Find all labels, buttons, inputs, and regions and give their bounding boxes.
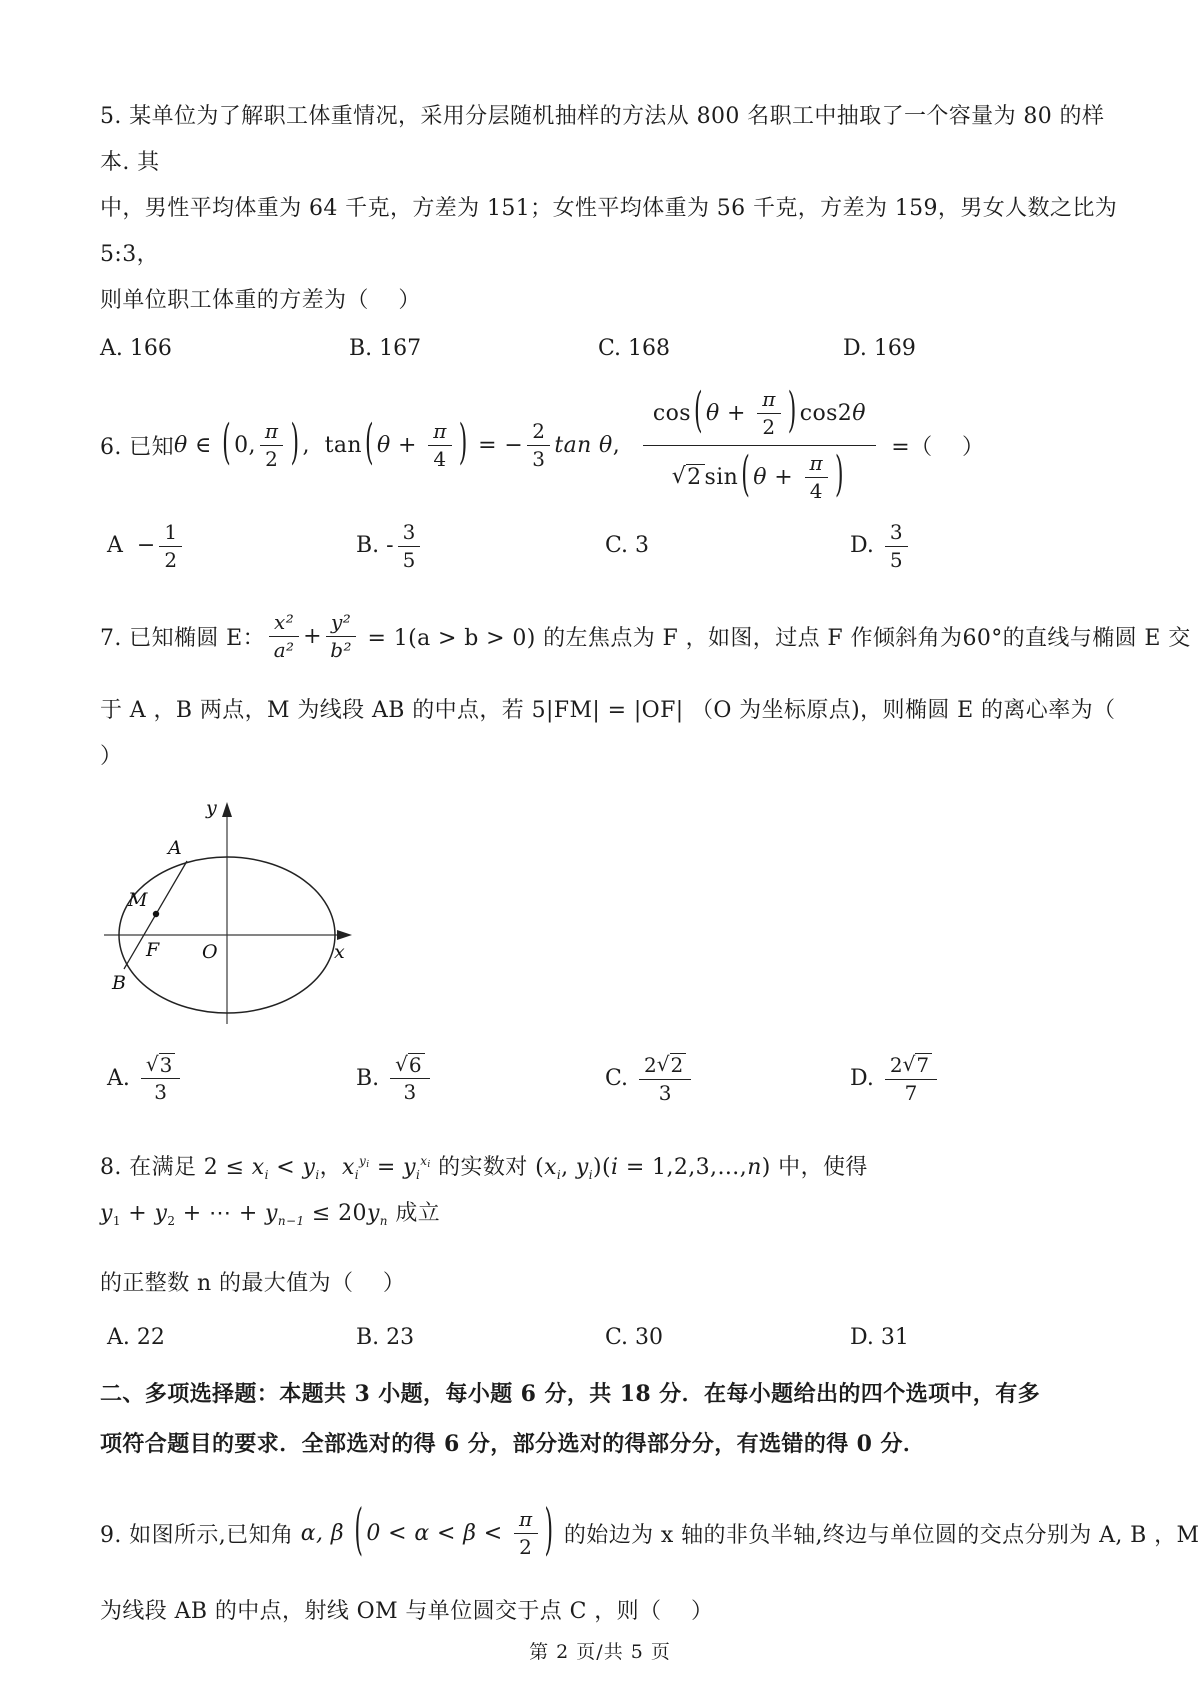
q8-options xyxy=(107,1315,1122,1361)
label-m: M xyxy=(128,889,148,911)
midpoint-dot xyxy=(153,911,159,917)
math-token: 9. 如图所示,已知角 xyxy=(100,1522,301,1548)
q6-option-d xyxy=(850,520,1122,573)
numerator: π xyxy=(805,451,829,478)
denominator: b² xyxy=(330,637,352,662)
q7-option-c xyxy=(605,1053,850,1106)
math-token: + xyxy=(120,1201,155,1226)
stretch-paren: ( xyxy=(354,1499,364,1563)
question-9-stem xyxy=(100,1485,1200,1581)
math-token: 0 < α < β < xyxy=(366,1520,510,1546)
q5-option-a: A. 166 xyxy=(100,336,172,361)
page-footer: 第 2 页/共 5 页 xyxy=(529,1641,671,1663)
stretch-paren: ) xyxy=(787,384,797,439)
stretch-paren: ( xyxy=(693,384,703,439)
question-7 xyxy=(100,600,1191,1123)
math-token: sin xyxy=(704,464,739,490)
math-token: , xyxy=(561,1155,576,1180)
q7-figure-wrap xyxy=(94,792,1122,1033)
subscript: 2 xyxy=(167,1214,176,1228)
denominator: 3 xyxy=(532,446,546,471)
coefficient: 2 xyxy=(644,1052,657,1077)
stretch-paren: ) xyxy=(544,1499,554,1563)
subscript: n−1 xyxy=(277,1214,305,1228)
math-token: y xyxy=(403,1155,416,1180)
math-token: < xyxy=(268,1155,303,1180)
radicand: 2 xyxy=(686,464,704,490)
q5-option-d: D. 169 xyxy=(843,336,916,361)
fraction xyxy=(527,419,550,472)
superscript xyxy=(359,1154,369,1168)
section-2-line2: 项符合题目的要求．全部选对的得 6 分，部分选对的得部分分，有选错的得 0 分． xyxy=(100,1431,926,1457)
superscript xyxy=(420,1154,430,1168)
sqrt-radical xyxy=(395,1053,424,1077)
option-label: A xyxy=(107,533,137,558)
math-token: ≤ 20 xyxy=(304,1201,367,1226)
q8-option-a: A. 22 xyxy=(107,1325,165,1350)
math-token: cos xyxy=(799,400,838,426)
subscript: i xyxy=(588,1168,594,1182)
fraction xyxy=(398,520,421,573)
denominator: 2 xyxy=(762,414,776,439)
stretch-paren: ) xyxy=(458,416,468,471)
math-token: y xyxy=(359,1154,367,1168)
fraction xyxy=(885,1053,937,1106)
section-2-header xyxy=(100,1369,1122,1469)
radicand: 6 xyxy=(408,1053,425,1077)
q6-options xyxy=(107,504,1122,588)
q7-option-d xyxy=(850,1053,1122,1106)
q5-line3: 则单位职工体重的方差为（ ） xyxy=(100,288,421,313)
minus-sign: − xyxy=(136,533,156,558)
math-token: n xyxy=(747,1155,762,1180)
numerator: x² xyxy=(269,610,299,637)
q7-option-b xyxy=(356,1053,605,1105)
math-token: , xyxy=(612,432,635,458)
fraction xyxy=(885,520,908,573)
q7-option-a xyxy=(107,1053,356,1105)
radicand: 3 xyxy=(159,1053,176,1077)
radical-sign: √ xyxy=(395,1052,408,1076)
subscript: i xyxy=(264,1168,269,1182)
fraction xyxy=(141,1053,180,1105)
math-token: x xyxy=(251,1155,265,1180)
math-token: 6. 已知 xyxy=(100,434,174,460)
math-token: ) xyxy=(761,1155,771,1180)
label-o: O xyxy=(202,941,218,963)
option-label: D. xyxy=(850,1066,881,1091)
math-token: θ xyxy=(852,400,866,426)
minus-sign: - xyxy=(386,533,394,558)
label-a: A xyxy=(168,837,182,859)
question-9 xyxy=(100,1485,1200,1635)
denominator: 2 xyxy=(164,547,178,572)
question-8 xyxy=(100,1145,1122,1361)
math-token: ( xyxy=(602,1155,611,1180)
q5-line1: 5. 某单位为了解职工体重情况，采用分层随机抽样的方法从 800 名职工中抽取了一个容量为 80 的样本. 其 xyxy=(100,104,1105,175)
label-y: y xyxy=(206,797,217,819)
math-token: 8. 在满足 2 ≤ xyxy=(100,1155,252,1180)
option-label: C. xyxy=(605,1066,636,1091)
math-token: ) xyxy=(593,1155,602,1180)
fraction xyxy=(514,1507,538,1560)
math-token: y xyxy=(302,1155,316,1180)
denominator: 4 xyxy=(809,478,823,503)
subscript: i xyxy=(556,1168,562,1182)
denominator: 2 xyxy=(265,446,279,471)
denominator: 7 xyxy=(904,1080,918,1105)
numerator xyxy=(639,1053,691,1080)
q8-option-d: D. 31 xyxy=(850,1325,909,1350)
math-token: θ + xyxy=(376,432,425,458)
math-token: + ⋯ + xyxy=(175,1201,266,1226)
fraction xyxy=(260,419,284,472)
numerator: π xyxy=(514,1507,538,1534)
stretch-paren: ( xyxy=(364,416,374,471)
math-token: =（ ） xyxy=(883,434,985,460)
option-label: D. xyxy=(850,533,881,558)
question-6-stem xyxy=(100,386,1122,504)
numerator xyxy=(390,1053,429,1079)
subscript: i xyxy=(415,1168,421,1182)
math-token: = − xyxy=(470,432,524,458)
fraction xyxy=(805,451,829,504)
question-7-stem xyxy=(100,600,1191,672)
radicand: 7 xyxy=(915,1053,932,1077)
q5-option-b: B. 167 xyxy=(349,336,422,361)
radical-sign: √ xyxy=(656,1052,670,1076)
math-token: = 1,2,3,…, xyxy=(618,1155,748,1180)
option-label: A. xyxy=(107,1066,137,1091)
math-token: y xyxy=(366,1201,380,1226)
math-token: x xyxy=(544,1155,557,1180)
label-f: F xyxy=(146,939,160,961)
subscript: 1 xyxy=(112,1214,121,1228)
stretch-paren: ( xyxy=(741,448,751,503)
sqrt-radical xyxy=(903,1053,932,1077)
q7-options xyxy=(107,1035,1122,1123)
fraction xyxy=(159,520,182,573)
q5-option-c: C. 168 xyxy=(598,336,671,361)
denominator: 5 xyxy=(402,547,416,572)
question-5 xyxy=(100,94,1125,372)
stretch-paren: ) xyxy=(835,448,845,503)
math-token: y xyxy=(100,1201,113,1226)
denominator: 3 xyxy=(658,1080,672,1105)
numerator: 3 xyxy=(885,520,908,547)
y-axis-arrow xyxy=(222,802,232,817)
denominator xyxy=(672,446,847,504)
subscript: i xyxy=(427,1160,431,1170)
fraction xyxy=(757,387,781,440)
q7-ellipse-figure xyxy=(94,792,364,1027)
x-axis-arrow xyxy=(337,930,352,940)
math-token: y xyxy=(154,1201,168,1226)
stretch-paren: ) xyxy=(290,416,300,471)
subscript: n xyxy=(379,1214,388,1228)
q5-options xyxy=(100,326,1122,372)
math-token: y xyxy=(265,1201,278,1226)
denominator: 3 xyxy=(403,1080,417,1104)
stretch-paren: ( xyxy=(222,416,232,471)
math-token: + xyxy=(303,623,322,649)
denominator: 4 xyxy=(433,446,447,471)
sqrt-radical xyxy=(146,1053,175,1077)
section-2-line1: 二、多项选择题：本题共 3 小题，每小题 6 分，共 18 分．在每小题给出的四个选项中，有多 xyxy=(100,1381,1040,1407)
numerator: π xyxy=(428,419,452,446)
math-token: θ + xyxy=(705,400,754,426)
numerator: y² xyxy=(326,610,356,637)
math-token: y xyxy=(575,1155,589,1180)
subscript: i xyxy=(354,1168,360,1182)
numerator xyxy=(885,1053,937,1080)
q8-line1 xyxy=(100,1145,1122,1237)
sqrt-radical xyxy=(657,1053,686,1077)
math-token: x xyxy=(420,1154,428,1168)
math-token: 0, xyxy=(234,432,256,458)
radical-sign: √ xyxy=(671,463,687,489)
radical-sign: √ xyxy=(145,1052,159,1076)
fraction xyxy=(390,1053,429,1105)
option-label: B. xyxy=(356,1066,387,1091)
q6-option-b xyxy=(356,520,605,573)
q5-line2: 中，男性平均体重为 64 千克，方差为 151；女性平均体重为 56 千克，方差为 159，男女人数之比为 5:3， xyxy=(100,196,1125,267)
numerator xyxy=(643,384,876,446)
math-token: α, β xyxy=(300,1520,352,1546)
fraction xyxy=(428,419,452,472)
denominator: 5 xyxy=(889,547,903,572)
q8-option-b: B. 23 xyxy=(356,1325,415,1350)
math-token: 中，使得 xyxy=(770,1155,876,1180)
math-token: cos xyxy=(652,400,691,426)
q9-line2: 为线段 AB 的中点，射线 OM 与单位圆交于点 C ，则（ ） xyxy=(100,1599,714,1624)
q6-option-c: C. 3 xyxy=(605,533,650,558)
coefficient: 2 xyxy=(889,1052,903,1077)
subscript: i xyxy=(315,1168,320,1182)
math-token: tan xyxy=(324,432,362,458)
denominator: a² xyxy=(273,637,295,662)
math-token: tan θ xyxy=(554,432,613,458)
label-x: x xyxy=(334,941,345,963)
math-token: i xyxy=(610,1155,619,1180)
math-token: ， xyxy=(319,1155,342,1180)
math-token: = xyxy=(369,1155,404,1180)
math-token: 的始边为 x 轴的非负半轴,终边与单位圆的交点分别为 A, B ，M xyxy=(556,1522,1200,1548)
math-token: 2 xyxy=(837,400,853,426)
q8-option-c: C. 30 xyxy=(605,1325,664,1350)
math-token: , xyxy=(302,432,325,458)
label-b: B xyxy=(112,972,126,994)
math-token: θ xyxy=(173,432,188,458)
big-fraction xyxy=(643,384,876,504)
numerator: 1 xyxy=(159,520,182,547)
numerator: π xyxy=(757,387,781,414)
math-token: ∈ xyxy=(187,432,220,458)
math-token: 7. 已知椭圆 E： xyxy=(100,625,266,651)
fraction xyxy=(639,1053,691,1106)
q7-line2: 于 A ，B 两点，M 为线段 AB 的中点，若 5|FM| = |OF| （O 为坐标原点)，则椭圆 E 的离心率为（ ） xyxy=(100,698,1145,769)
numerator xyxy=(141,1053,180,1079)
option-label: B. xyxy=(356,533,387,558)
sqrt-radical xyxy=(672,464,705,490)
math-token: ( xyxy=(535,1155,545,1180)
denominator: 2 xyxy=(519,1534,533,1559)
q8-line2: 的正整数 n 的最大值为（ ） xyxy=(100,1271,406,1296)
question-6 xyxy=(100,386,1122,588)
radical-sign: √ xyxy=(902,1052,916,1076)
math-token: 的实数对 xyxy=(430,1155,536,1180)
math-token: θ + xyxy=(753,464,801,490)
denominator: 3 xyxy=(154,1080,167,1104)
numerator: 2 xyxy=(527,419,550,446)
fraction xyxy=(269,610,299,663)
math-token: = 1(a > b > 0) 的左焦点为 F ，如图，过点 F 作倾斜角为60°的直线与椭圆 E 交 xyxy=(360,625,1191,651)
q6-option-a xyxy=(107,520,356,573)
numerator: π xyxy=(260,419,284,446)
math-token: 成立 xyxy=(387,1201,441,1226)
numerator: 3 xyxy=(398,520,421,547)
radicand: 2 xyxy=(670,1053,687,1077)
math-token: x xyxy=(341,1155,355,1180)
fraction xyxy=(326,610,356,663)
subscript: i xyxy=(366,1160,370,1170)
